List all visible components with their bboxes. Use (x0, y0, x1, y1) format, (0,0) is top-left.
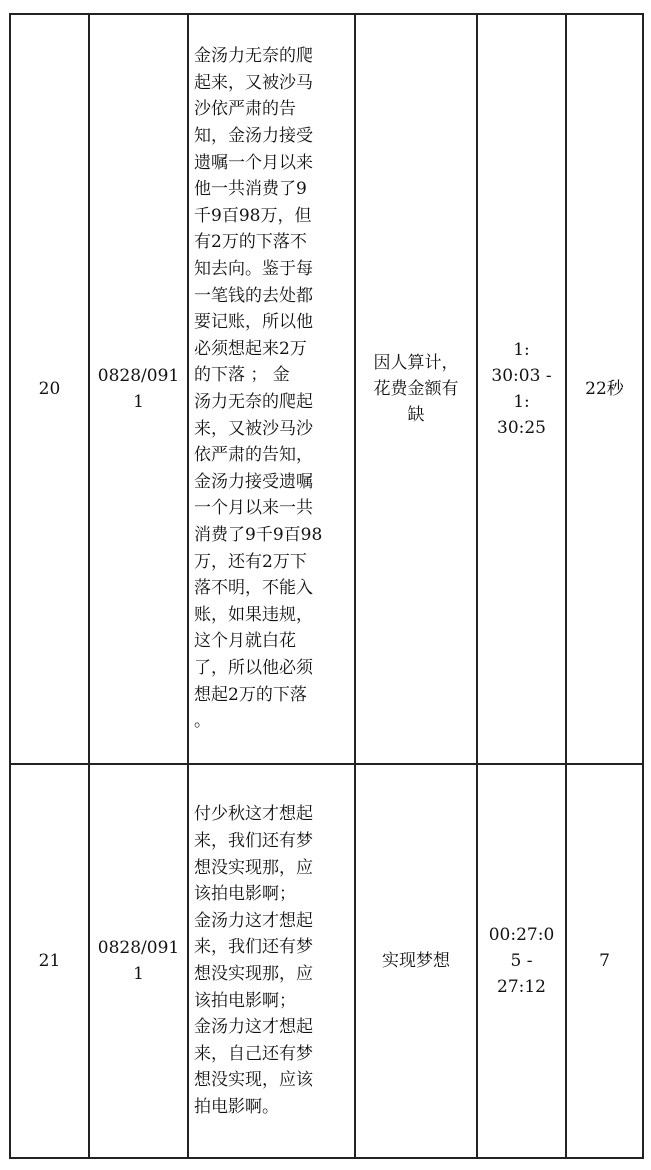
episode-line: 1 (133, 392, 144, 412)
duration-value: 7 (599, 951, 610, 971)
episode-cell (89, 764, 188, 1158)
description-line: 的下落 ； 金 (194, 365, 290, 386)
description-line: 想没实现那，应 (194, 857, 313, 878)
description-line: 了，所以他必须 (194, 657, 313, 678)
description-line: 拍电影啊。 (194, 1096, 279, 1117)
episode-cell (89, 14, 188, 764)
description-line: 这个月就白花 (194, 631, 296, 652)
description-line: 该拍电影啊； (194, 884, 296, 905)
description-line: 他一共消费了9 (194, 179, 307, 200)
reason-cell (355, 764, 477, 1158)
description-line: 一个月以来一共 (194, 498, 313, 519)
description-line: 想起2万的下落 (194, 684, 307, 705)
description-line: 金汤力无奈的爬 (194, 46, 313, 67)
timecode-line: 5 - (510, 951, 533, 971)
timecode-line: 27:12 (497, 977, 546, 997)
description-line: 万，还有2万下 (194, 551, 307, 572)
row-number: 21 (38, 951, 61, 971)
episode-line: 0828/091 (97, 938, 180, 958)
row-number-cell (10, 764, 89, 1158)
description-cell (188, 764, 355, 1158)
description-line: 知，金汤力接受 (194, 126, 313, 147)
episode-line: 0828/091 (97, 366, 180, 386)
duration-value: 22秒 (585, 379, 624, 399)
description-line: 沙依严肃的告 (194, 99, 296, 120)
table-row (10, 764, 643, 1158)
row-number: 20 (38, 379, 61, 399)
description-line: 必须想起来2万 (194, 338, 307, 359)
episode-line: 1 (133, 964, 144, 984)
description-line: 付少秋这才想起 (194, 804, 313, 825)
description-line: 要记账，所以他 (194, 312, 313, 333)
description-line: 金汤力这才想起 (194, 1017, 313, 1038)
description-line: 起来，又被沙马 (194, 72, 313, 93)
reason-cell (355, 14, 477, 764)
description-line: 汤力无奈的爬起 (194, 392, 313, 412)
reason-line: 因人算计， (373, 353, 459, 373)
description-line: 遗嘱一个月以来 (194, 152, 313, 173)
description-line: 账，如果违规， (194, 604, 313, 625)
description-cell (188, 14, 355, 764)
duration-cell (566, 14, 643, 764)
timecode-cell (477, 764, 566, 1158)
data-table (9, 13, 644, 1159)
table-row (10, 14, 643, 764)
timecode-line: 30:03 - (491, 366, 552, 386)
reason-line: 花费金额有 (373, 379, 459, 399)
timecode-cell (477, 14, 566, 764)
description-line: 想没实现那，应 (194, 964, 313, 984)
description-line: 来，我们还有梦 (194, 937, 313, 958)
description-line: 来，又被沙马沙 (194, 418, 313, 439)
description-line: 来，我们还有梦 (194, 831, 313, 852)
description-line: 来，自己还有梦 (194, 1043, 313, 1064)
description-line: 落不明，不能入 (194, 578, 313, 599)
description-line: 千9百98万，但 (194, 205, 312, 226)
timecode-line: 1: (513, 340, 530, 360)
description-line: 依严肃的告知， (194, 445, 313, 466)
description-line: 有2万的下落不 (194, 232, 307, 253)
timecode-line: 00:27:0 (488, 925, 555, 945)
description-line: 金汤力接受遗嘱 (194, 471, 313, 492)
row-number-cell (10, 14, 89, 764)
description-line: 想没实现，应该 (194, 1070, 313, 1091)
description-line: 金汤力这才想起 (194, 910, 313, 931)
description-line: 知去向。鉴于每 (194, 259, 313, 280)
description-line: 消费了9千9百98 (194, 524, 323, 545)
reason-line: 缺 (407, 405, 425, 425)
timecode-line: 30:25 (497, 418, 546, 438)
description-line: 。 (194, 711, 211, 732)
timecode-line: 1: (513, 392, 530, 412)
duration-cell (566, 764, 643, 1158)
description-line: 一笔钱的去处都 (194, 285, 313, 306)
description-line: 该拍电影啊； (194, 990, 296, 1011)
reason-line: 实现梦想 (382, 951, 450, 971)
